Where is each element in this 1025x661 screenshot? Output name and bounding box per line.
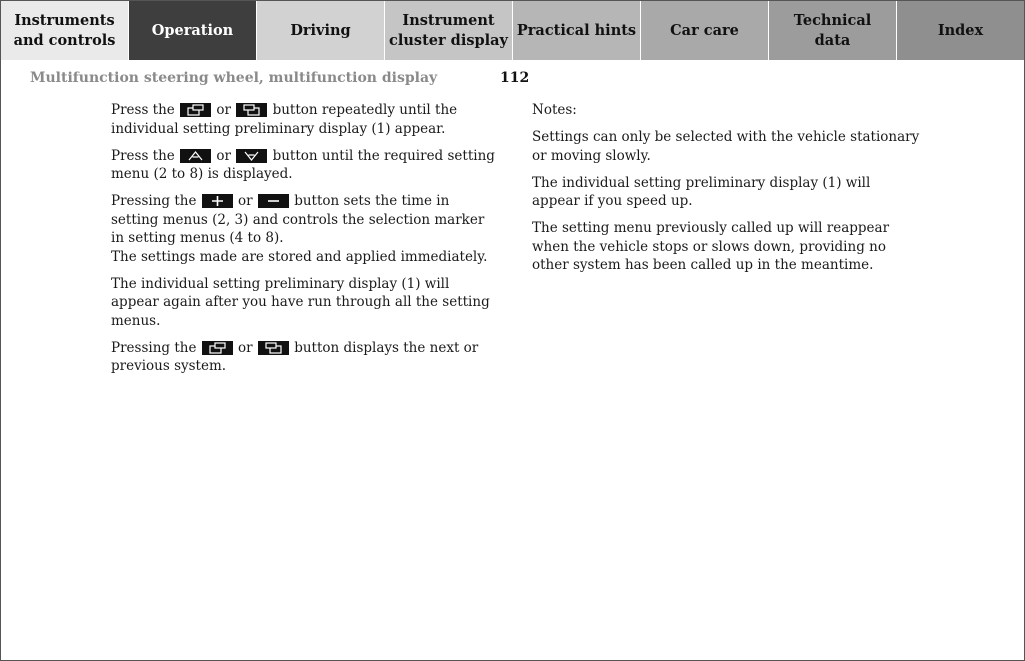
display-prev-icon — [258, 341, 289, 355]
arrow-up-icon — [180, 149, 211, 163]
paragraph-next-system: Pressing the or button displays the next or previous system. — [111, 339, 479, 374]
note-item: The setting menu previously called up will reappear when the vehicle stops or slows down, providing no other system has been called up in the meantime. — [532, 220, 890, 273]
tab-driving[interactable] — [257, 1, 385, 60]
section-title: Multifunction steering wheel, multifunction display — [30, 70, 438, 86]
tab-instrument-cluster-display[interactable] — [385, 1, 513, 60]
tab-label: data — [814, 31, 851, 49]
tab-label: Instrument — [402, 11, 495, 29]
paragraph-setting-display: Press the or button repeatedly until the individual setting preliminary display (1) appear. — [111, 102, 458, 137]
note-item: Settings can only be selected with the vehicle stationary or moving slowly. — [532, 129, 920, 164]
notes-heading: Notes: — [532, 102, 577, 118]
tab-label: Operation — [151, 21, 234, 39]
display-next-icon — [202, 341, 233, 355]
minus-icon — [258, 194, 289, 208]
chapter-tabs — [1, 1, 1024, 60]
tab-label: and controls — [13, 31, 116, 49]
right-column — [532, 101, 922, 283]
paragraph-setting-menu: Press the or button until the required setting menu (2 to 8) is displayed. — [111, 147, 495, 182]
paragraph-preliminary-display: The individual setting preliminary display (1) will appear again after you have run through all the setting menus. — [111, 275, 490, 329]
tab-label: Practical hints — [516, 21, 637, 39]
note-item: The individual setting preliminary display (1) will appear if you speed up. — [532, 174, 871, 209]
display-prev-icon — [236, 103, 267, 117]
tab-operation[interactable] — [129, 1, 257, 60]
tab-practical-hints[interactable] — [513, 1, 641, 60]
paragraph-plus-minus: Pressing the or button sets the time in setting menus (2, 3) and controls the selection marker in setting menus (4 to 8). The settings made are stored and applied immediately. — [111, 193, 488, 265]
tab-car-care[interactable] — [641, 1, 769, 60]
tab-instruments-and-controls[interactable] — [1, 1, 129, 60]
tab-label: Driving — [290, 21, 351, 39]
tab-label: Instruments — [14, 11, 115, 29]
display-next-icon — [180, 103, 211, 117]
left-column — [111, 101, 501, 384]
plus-icon — [202, 194, 233, 208]
tab-label: Car care — [670, 21, 739, 39]
page-number: 112 — [500, 70, 530, 86]
tab-label: cluster display — [389, 31, 508, 49]
tab-index[interactable] — [897, 1, 1024, 60]
tab-label: Index — [937, 21, 984, 39]
arrow-down-icon — [236, 149, 267, 163]
tab-technical-data[interactable] — [769, 1, 897, 60]
tab-label: Technical — [793, 11, 872, 29]
